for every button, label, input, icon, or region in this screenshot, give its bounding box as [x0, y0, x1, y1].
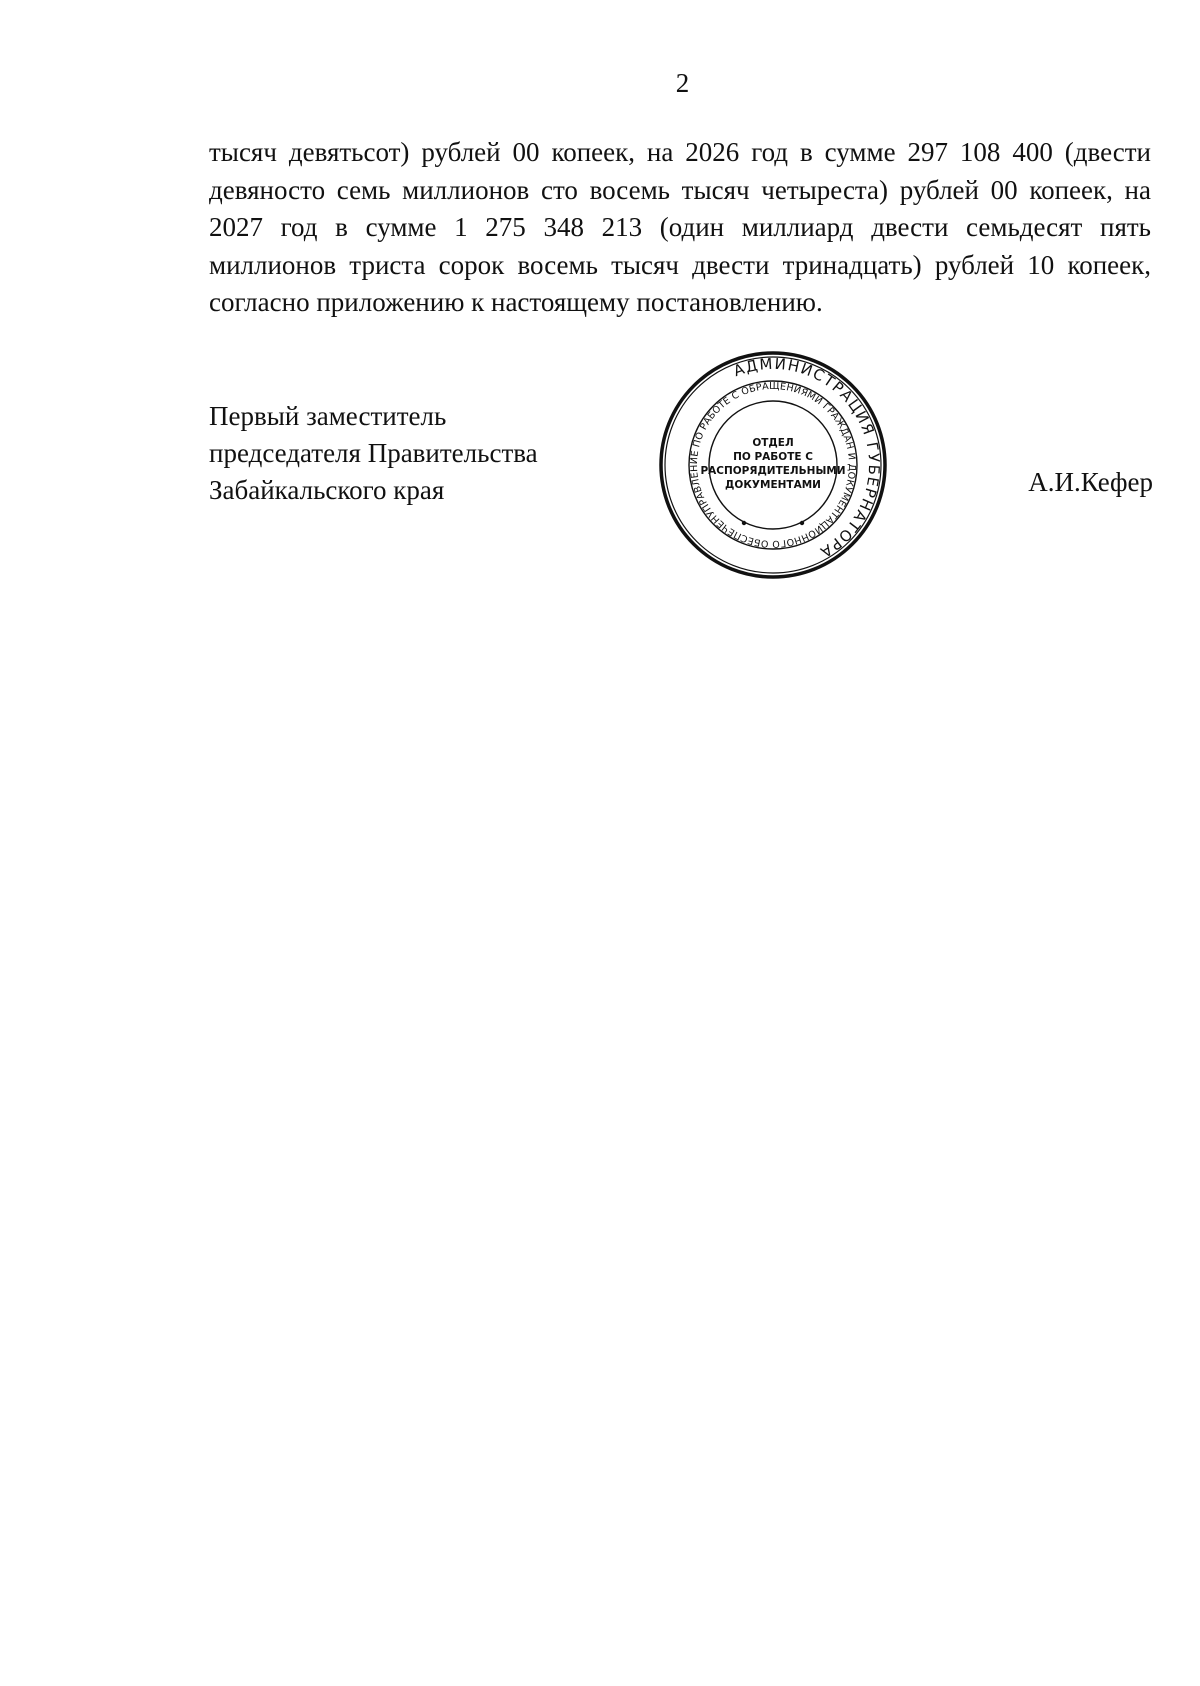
- body-paragraph: [209, 134, 1151, 322]
- official-seal-stamp: [658, 350, 888, 580]
- signatory-title-line: Забайкальского края: [209, 475, 445, 505]
- body-line: девяносто семь миллионов сто восемь тысяч четыреста) рублей 00 копеек, на: [209, 174, 1151, 205]
- seal-star-mark: [742, 521, 746, 525]
- seal-center-text: [700, 437, 845, 491]
- seal-center-line: РАСПОРЯДИТЕЛЬНЫМИ: [700, 465, 846, 477]
- signatory-title: [209, 398, 538, 509]
- body-line: миллионов триста сорок восемь тысяч двести тринадцать) рублей 10 копеек,: [209, 249, 1151, 280]
- signatory-title-line: Первый заместитель: [209, 401, 447, 431]
- seal-center-line: ДОКУМЕНТАМИ: [725, 479, 821, 491]
- seal-center-line: ОТДЕЛ: [752, 437, 794, 449]
- body-line: 2027 год в сумме 1 275 348 213 (один миллиард двести семьдесят пять: [209, 212, 1151, 242]
- page-number: 2: [675, 68, 690, 98]
- seal-star-mark: [800, 521, 804, 525]
- body-line: согласно приложению к настоящему постановлению.: [209, 287, 823, 317]
- signatory-title-line: председателя Правительства: [209, 438, 538, 468]
- seal-center-line: ПО РАБОТЕ С: [733, 451, 813, 463]
- seal-outer-ring-text: АДМИНИСТРАЦИЯ ГУБЕРНАТОРА: [731, 354, 884, 562]
- seal-inner-ring-text: УПРАВЛЕНИЕ ПО РАБОТЕ С ОБРАЩЕНИЯМИ ГРАЖДАН И ДОКУМЕНТАЦИОННОГО ОБЕСПЕЧЕНИЯ: [688, 380, 858, 550]
- signatory-name: А.И.Кефер: [1028, 467, 1153, 497]
- body-line: тысяч девятьсот) рублей 00 копеек, на 2026 год в сумме 297 108 400 (двести: [209, 137, 1151, 167]
